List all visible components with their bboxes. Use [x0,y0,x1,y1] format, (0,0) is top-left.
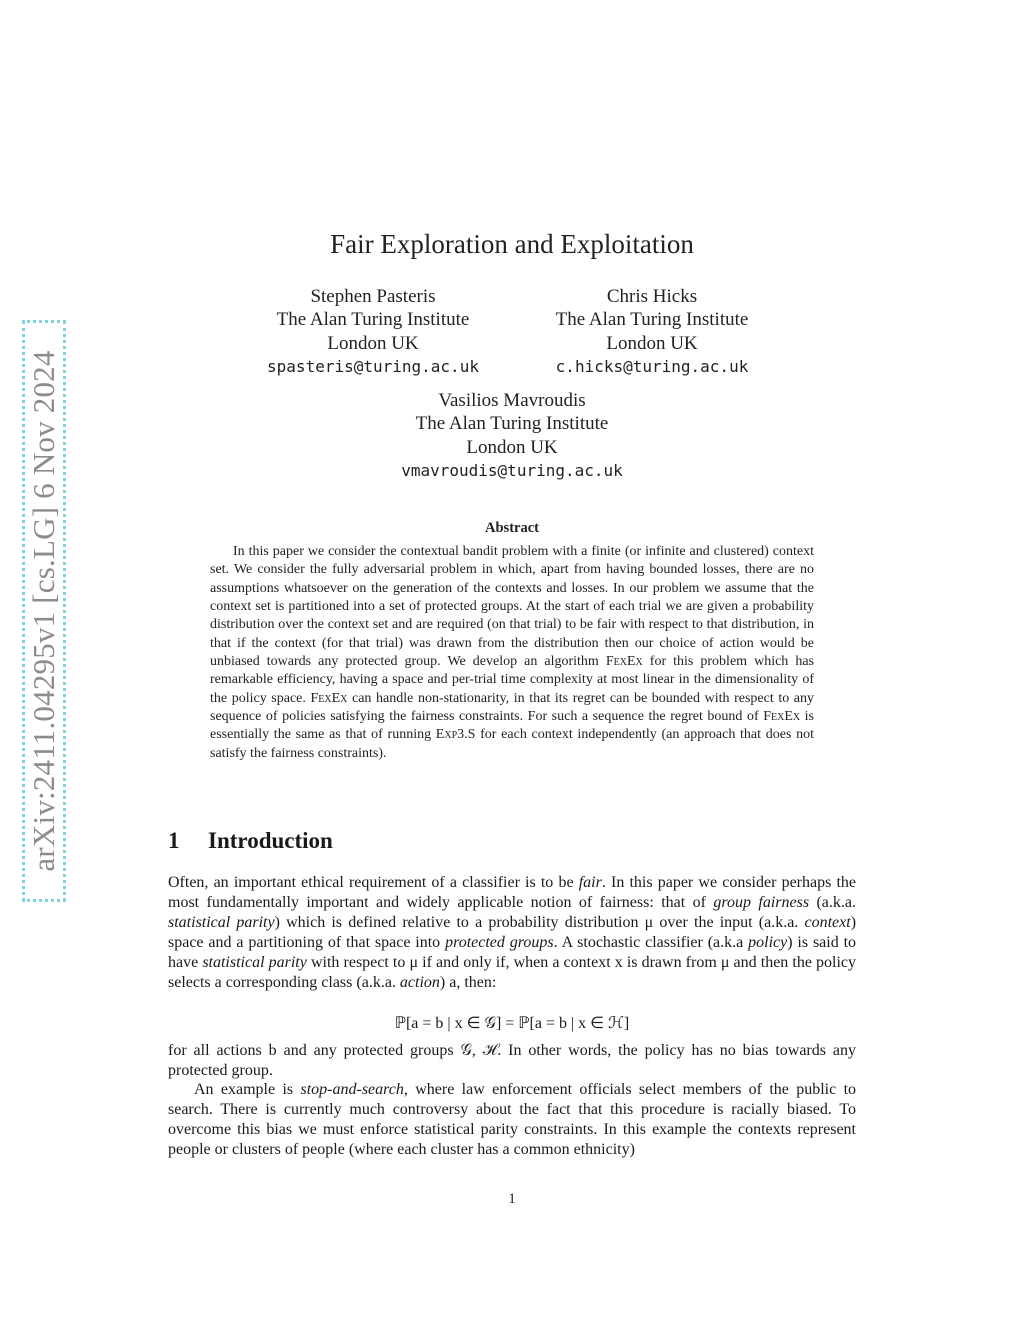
emphasis: protected groups [445,933,554,951]
abstract-text: for each context independently (an approach that does not satisfy the fairness constraints). [210,727,815,761]
author-affiliation: The Alan Turing Institute [415,413,609,435]
author-block [519,285,785,378]
arxiv-stamp-wrapper [22,320,66,902]
text: ) is said to have [168,933,857,971]
author-name: Stephen Pasteris [310,286,436,307]
paragraph: for all actions b and any protected groups 𝒢, ℋ. In other words, the policy has no bias towards any protected group. [168,1042,856,1079]
abstract-text: for this problem which has remarkable efficiency, having a space and per-trial time complexity at most linear in the dimensionality of the policy space. [210,654,814,706]
author-location: London UK [466,436,558,458]
abstract-body [210,543,814,763]
equation: ℙ[a = b | x ∈ 𝒢] = ℙ[a = b | x ∈ ℋ] [394,1015,630,1032]
emphasis: fair [578,874,602,891]
author-email: c.hicks@turing.ac.uk [555,356,749,376]
text: ) a, then: [439,973,497,991]
text: (a.k.a. [816,893,856,911]
emphasis: action [399,973,440,991]
author-name: Vasilios Mavroudis [438,390,586,411]
emphasis: group fairness [713,893,810,911]
text: ) space and a partitioning of that space into [168,913,857,951]
author-email: spasteris@turing.ac.uk [267,356,479,376]
author-location: London UK [327,332,419,354]
emphasis: statistical parity [202,953,307,971]
text: with respect to μ if and only if, when a context x is drawn from μ and then the policy selects a corresponding class (a.k.a. [168,953,857,991]
author-name: Chris Hicks [606,286,698,307]
emphasis: stop-and-search [300,1081,404,1098]
text: ) which is defined relative to a probability distribution μ over the input (a.k.a. [274,913,799,931]
text: . In this paper we consider perhaps the most fundamentally important and widely applicable notion of fairness: that of [168,874,857,911]
author-location: London UK [606,332,698,354]
emphasis: policy [748,933,788,951]
paragraph [168,873,856,992]
text: Often, an important ethical requirement of a classifier is to be [168,874,574,891]
page-number: 1 [508,1191,516,1207]
text: . A stochastic classifier (a.k.a [553,933,744,951]
section-title: Introduction [208,828,333,853]
algorithm-name: Exp3.S [435,727,476,743]
text: An example is [194,1081,294,1098]
abstract-text: can handle non-stationarity, in that its regret can be bounded with respect to any sequence of policies satisfying the fairness constraints. For such a sequence the regret bound of [210,690,815,725]
author-block [362,389,662,482]
abstract-heading: Abstract [485,520,539,536]
section-number: 1 [168,828,180,853]
author-email: vmavroudis@turing.ac.uk [401,460,623,480]
paper-title: Fair Exploration and Exploitation [330,229,694,259]
text: , where law enforcement officials select members of the public to search. There is currently much controversy about the fact that this procedure is racially biased. To overcome this bias we must enforce statistical parity constraints. In this example the contexts represent people or clusters of people (where each cluster has a common ethnicity) [168,1081,857,1158]
section-heading [168,828,333,854]
abstract-text: In this paper we consider the contextual bandit problem with a finite (or infinite and clustered) context set. We consider the fully adversarial problem in which, apart from having bounded losses, there are no assumptions whatsoever on the generation of the contexts and losses. In our problem we assume that the context set is partitioned into a set of protected groups. At the start of each trial we are given a probability distribution over the context set and are required (on that trial) to be fair with respect to that distribution, in that if the context (for that trial) was drawn from the distribution then our choice of action would be unbiased towards any protected group. We develop an algorithm [210,544,814,670]
algorithm-name: FexEx [310,690,348,706]
emphasis: statistical parity [168,913,275,931]
algorithm-name: FexEx [763,709,801,725]
author-affiliation: The Alan Turing Institute [555,309,749,331]
abstract-text: is essentially the same as that of running [210,709,814,743]
emphasis: context [804,913,851,931]
algorithm-name: FexEx [605,654,643,670]
paragraph [168,1080,856,1160]
author-block [240,285,506,378]
author-affiliation: The Alan Turing Institute [276,309,470,331]
arxiv-stamp[interactable]: arXiv:2411.04295v1 [cs.LG] 6 Nov 2024 [22,320,66,902]
